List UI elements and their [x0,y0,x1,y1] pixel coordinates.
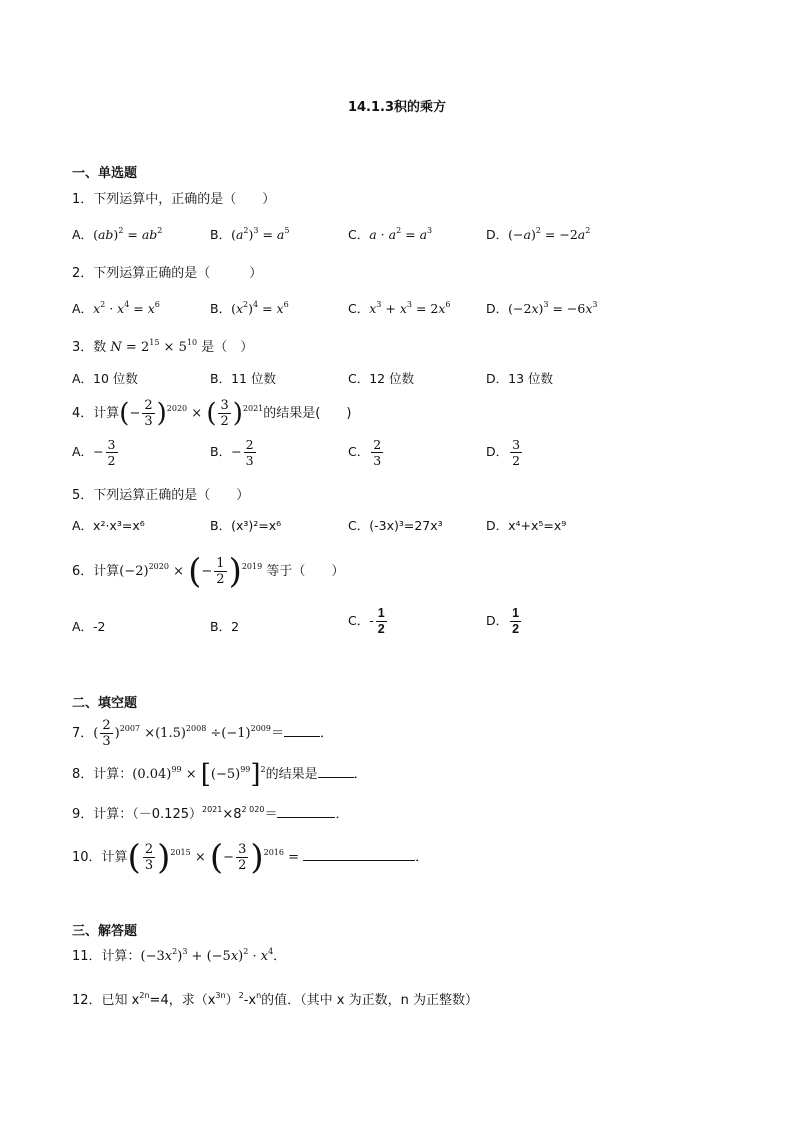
question-3-stem: 3．数 $N = 2^{15} \times 5^{10}$ 是（ ） [72,338,254,355]
q6-option-d: D． $\frac{1}{2}$ [486,606,520,636]
q3-option-b: B．11 位数 [210,371,276,386]
q2-option-a: A．$x^2 \cdot x^4 = x^6$ [72,300,160,316]
q3-option-d: D．13 位数 [486,371,554,386]
q6-option-a: A．-2 [72,619,106,634]
q4-option-d: D． $\frac{3}{2}$ [486,437,521,468]
question-4-stem: 4．计算(− $\frac{2}{3}$ )$^{2020}$ × ( $\frac{3}{2}$ )$^{2021}$的结果是( ) [72,398,352,429]
q6-option-b: B．2 [210,619,240,634]
q5-option-a: A．x²·x³=x⁶ [72,518,145,533]
question-9: 9．计算：$(-0.125)^{2021}\times 8^{2 020}=$ ． [72,805,349,822]
question-2-stem: 2．下列运算正确的是（ ） [72,266,263,281]
q3-option-a: A．10 位数 [72,371,138,386]
q5-option-d: D．x⁴+x⁵=x⁹ [486,518,567,533]
question-1-stem: 1．下列运算中，正确的是（ ） [72,192,276,207]
section-heading-solve: 三、解答题 [72,924,138,939]
question-10: 10．计算( $\frac{2}{3}$ )$^{2015}$ × (− $\frac{3}{2}$ )$^{2016}$ = ． [72,837,429,878]
question-7: 7．( $\frac{2}{3}$ )$^{2007} \times(1.5)^{2008} \div(-1)^{2009}=$ ． [72,718,334,749]
q5-option-c: C．(-3x)³=27x³ [348,518,443,533]
question-12: 12．已知 $x^{2n}=4$，求$(x^{3n})^2-x^n$的值．（其中 x 为正数，n 为正整数） [72,991,478,1008]
question-8: 8．计算：$(0.04)^{99} \times [(-5)^{99}]^2$的结果是 ． [72,759,367,790]
q1-option-d: D．$(-a)^2 = -2a^2$ [486,226,591,242]
q4-option-c: C． $\frac{2}{3}$ [348,437,382,468]
page-title: 14.1.3积的乘方 [347,100,447,115]
question-5-stem: 5．下列运算正确的是（ ） [72,488,250,503]
q6-option-c: C．- $\frac{1}{2}$ [348,606,385,636]
q2-option-d: D．$(-2x)^3 = -6x^3$ [486,300,598,316]
q1-option-b: B．$(a^2)^3 = a^5$ [210,226,290,242]
q4-option-b: B．− $\frac{2}{3}$ [210,437,254,468]
q3-option-c: C．12 位数 [348,371,415,386]
q5-option-b: B．(x³)²=x⁶ [210,518,282,533]
q1-option-a: A．$(ab)^2 = ab^2$ [72,226,163,242]
q2-option-b: B．$(x^2)^4 = x^6$ [210,300,289,316]
question-11: 11．计算：$(-3x^2)^3 + (-5x)^2 \cdot x^4$． [72,947,287,964]
q4-option-a: A．− $\frac{3}{2}$ [72,437,116,468]
q1-option-c: C．$a \cdot a^2 = a^3$ [348,226,433,242]
section-heading-single-choice: 一、单选题 [72,166,138,181]
section-heading-fill-blank: 二、填空题 [72,696,138,711]
question-6-stem: 6．计算$(-2)^{2020}$ × (− $\frac{1}{2}$ )$^{2019}$ 等于（ ） [72,551,345,592]
q2-option-c: C．$x^3 + x^3 = 2x^6$ [348,300,451,316]
